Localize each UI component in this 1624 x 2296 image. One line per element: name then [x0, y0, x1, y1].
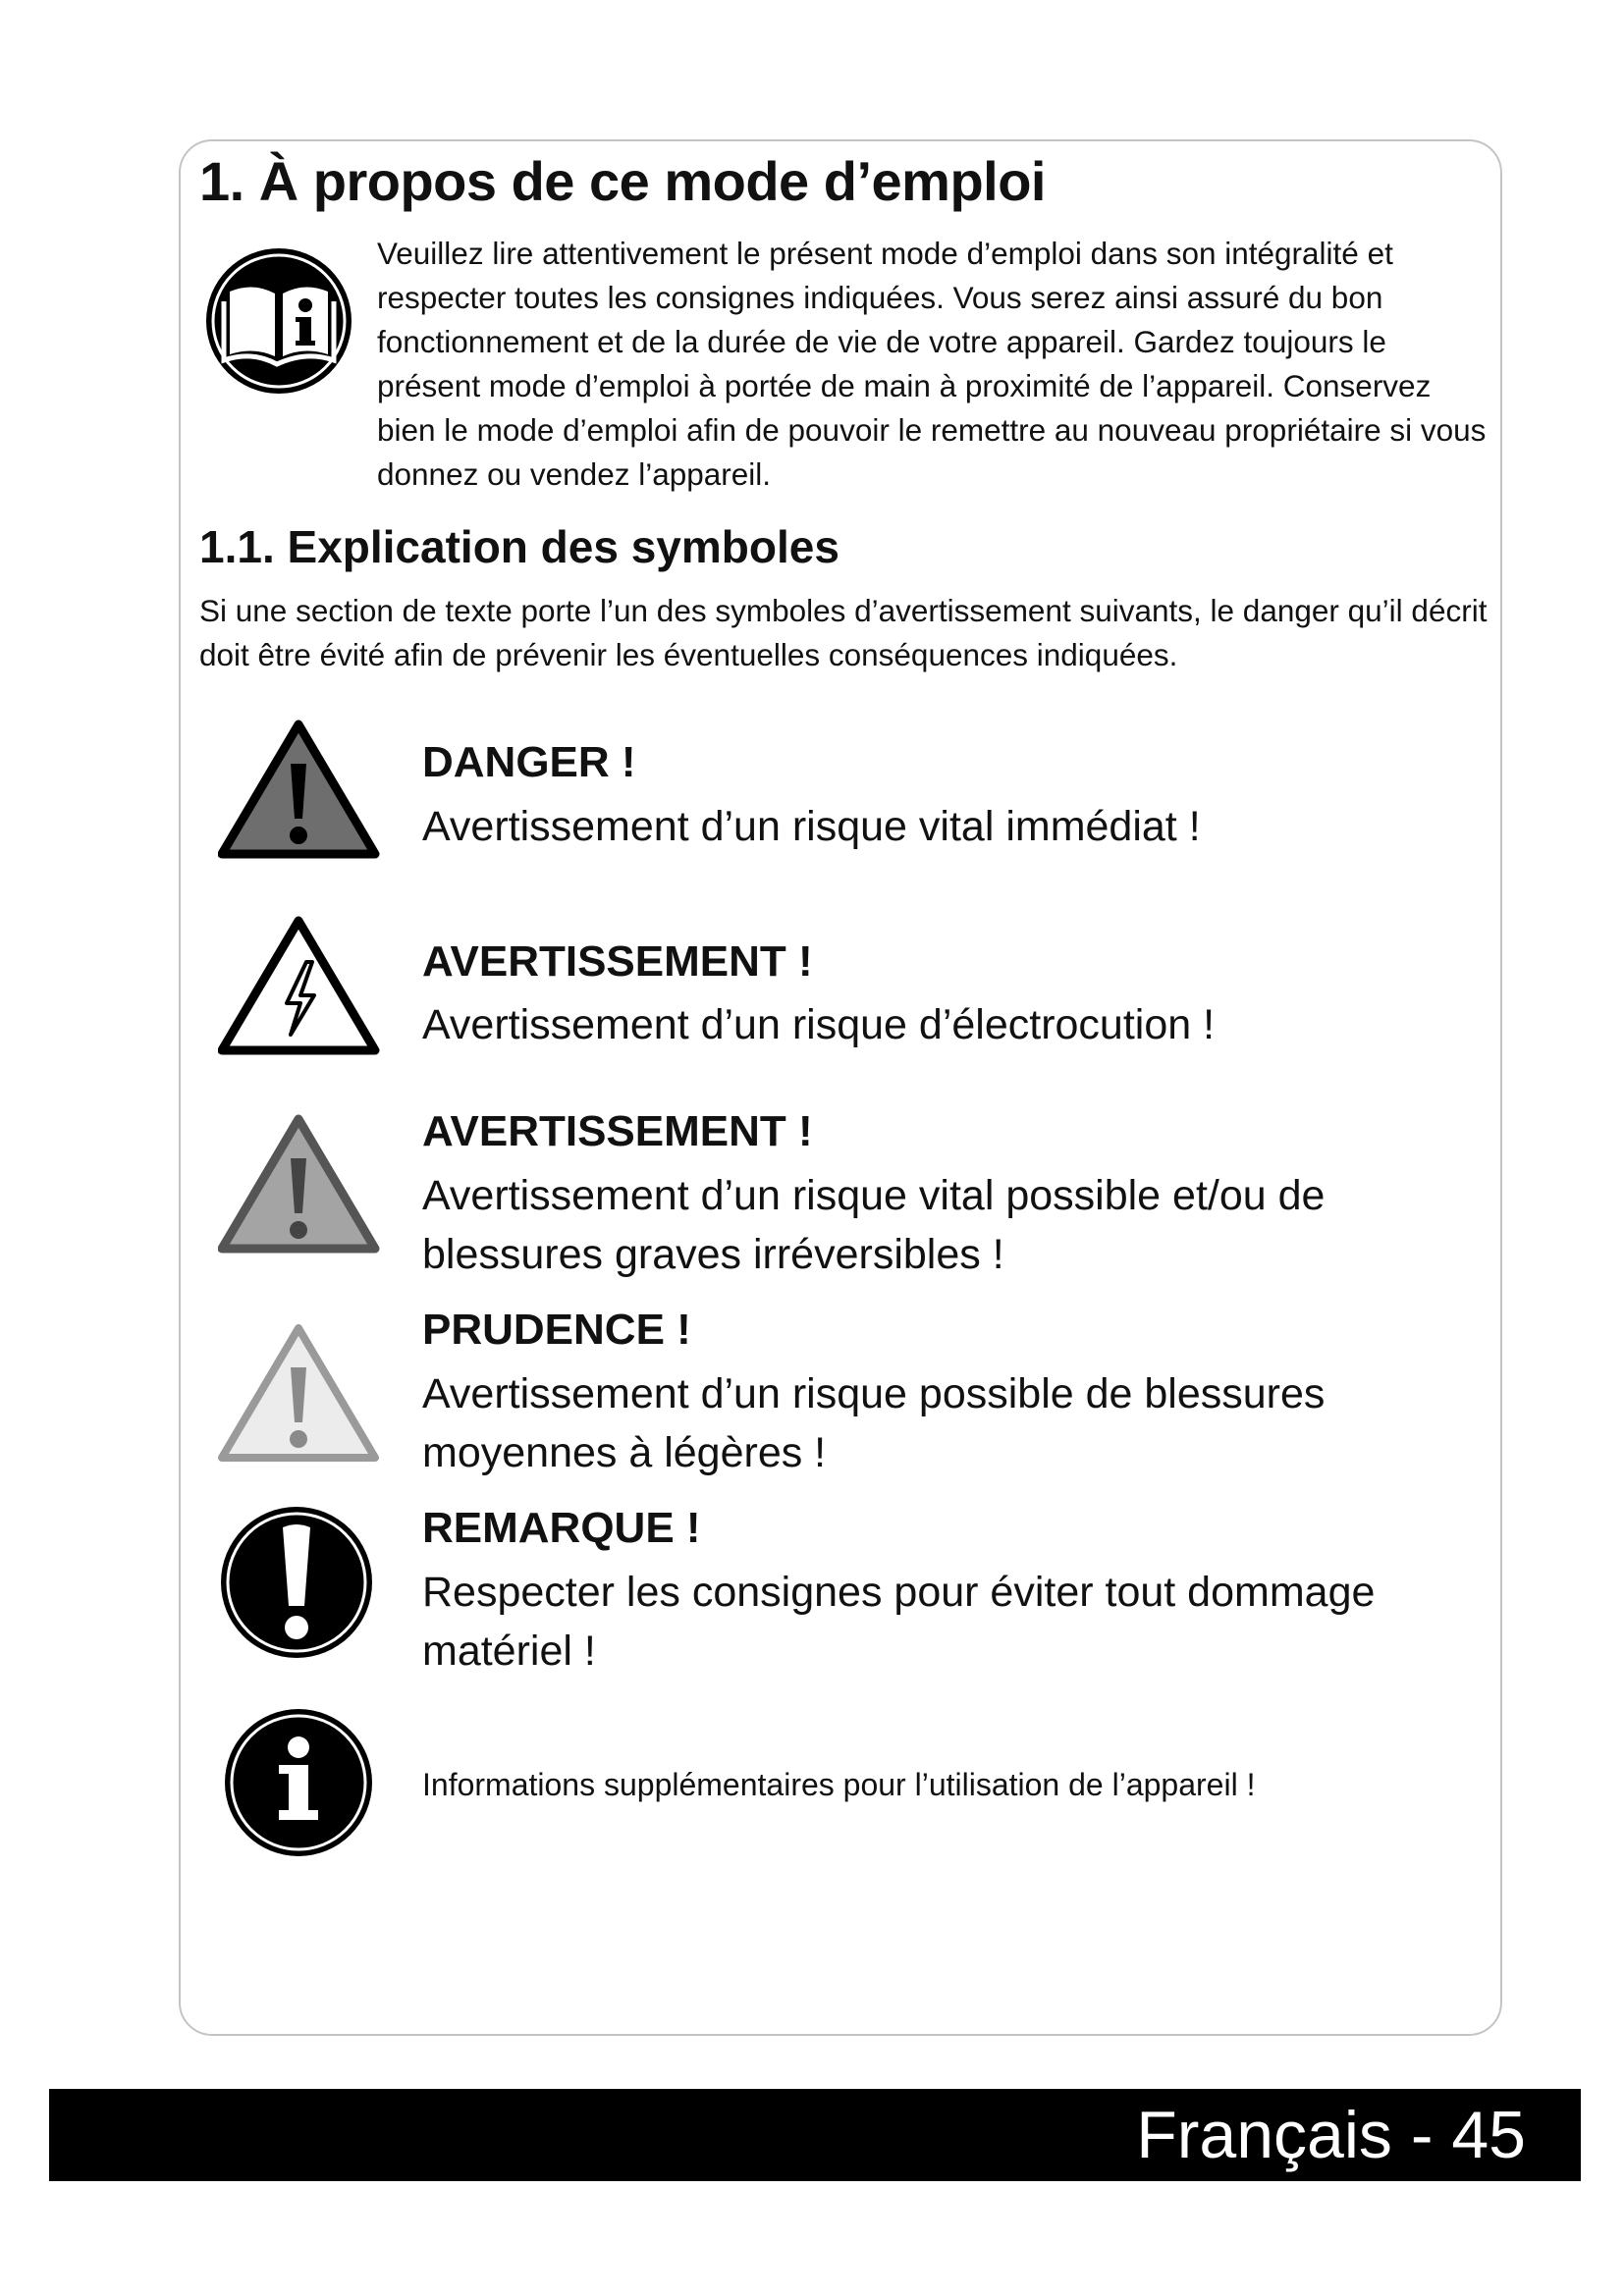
symbol-title-danger: DANGER ! — [422, 738, 636, 786]
intro-paragraph: Veuillez lire attentivement le présent mode d’emploi dans son intégralité et respecter toutes les consignes indiquées. Vous serez ainsi assuré du bon fonctionnement et de la durée de vie de votre appareil. Gardez toujours le présent mode d’emploi à portée de main à proximité de l’appareil. Conservez bien le mode d’emploi afin de pouvoir le remettre au nouveau propriétaire si vous donnez ou vendez l’appareil. — [377, 236, 1487, 492]
symbol-text-caution: Avertissement d’un risque possible de blessures moyennes à légères ! — [422, 1370, 1326, 1476]
section-title: 1. À propos de ce mode d’emploi — [199, 150, 1046, 212]
symbol-text-info: Informations supplémentaires pour l’utilisation de l’appareil ! — [422, 1767, 1256, 1802]
page-footer-label: Français - 45 — [1136, 2098, 1526, 2172]
symbol-text-danger: Avertissement d’un risque vital immédiat ! — [422, 803, 1201, 850]
electric-shock-triangle-icon — [218, 913, 380, 1060]
symbol-title-caution: PRUDENCE ! — [422, 1306, 691, 1354]
symbol-title-electric: AVERTISSEMENT ! — [422, 937, 813, 986]
symbol-title-warning: AVERTISSEMENT ! — [422, 1107, 813, 1155]
read-manual-icon — [202, 244, 355, 398]
exclamation-circle-icon — [218, 1504, 375, 1661]
symbol-title-note: REMARQUE ! — [422, 1504, 701, 1552]
symbol-text-note: Respecter les consignes pour éviter tout dommage matériel ! — [422, 1569, 1376, 1675]
subsection-title: 1.1. Explication des symboles — [199, 521, 839, 572]
symbol-text-warning: Avertissement d’un risque vital possible et/ou de blessures graves irréversibles ! — [422, 1172, 1326, 1278]
danger-triangle-icon — [218, 717, 380, 864]
warning-triangle-icon — [218, 1111, 380, 1258]
symbols-lead-paragraph: Si une section de texte porte l’un des symboles d’avertissement suivants, le danger qu’il décrit doit être évité afin de prévenir les éventuelles conséquences indiquées. — [199, 593, 1488, 672]
info-circle-icon — [222, 1706, 375, 1859]
symbol-text-electric: Avertissement d’un risque d’électrocution ! — [422, 1001, 1216, 1048]
caution-triangle-icon — [218, 1320, 380, 1468]
